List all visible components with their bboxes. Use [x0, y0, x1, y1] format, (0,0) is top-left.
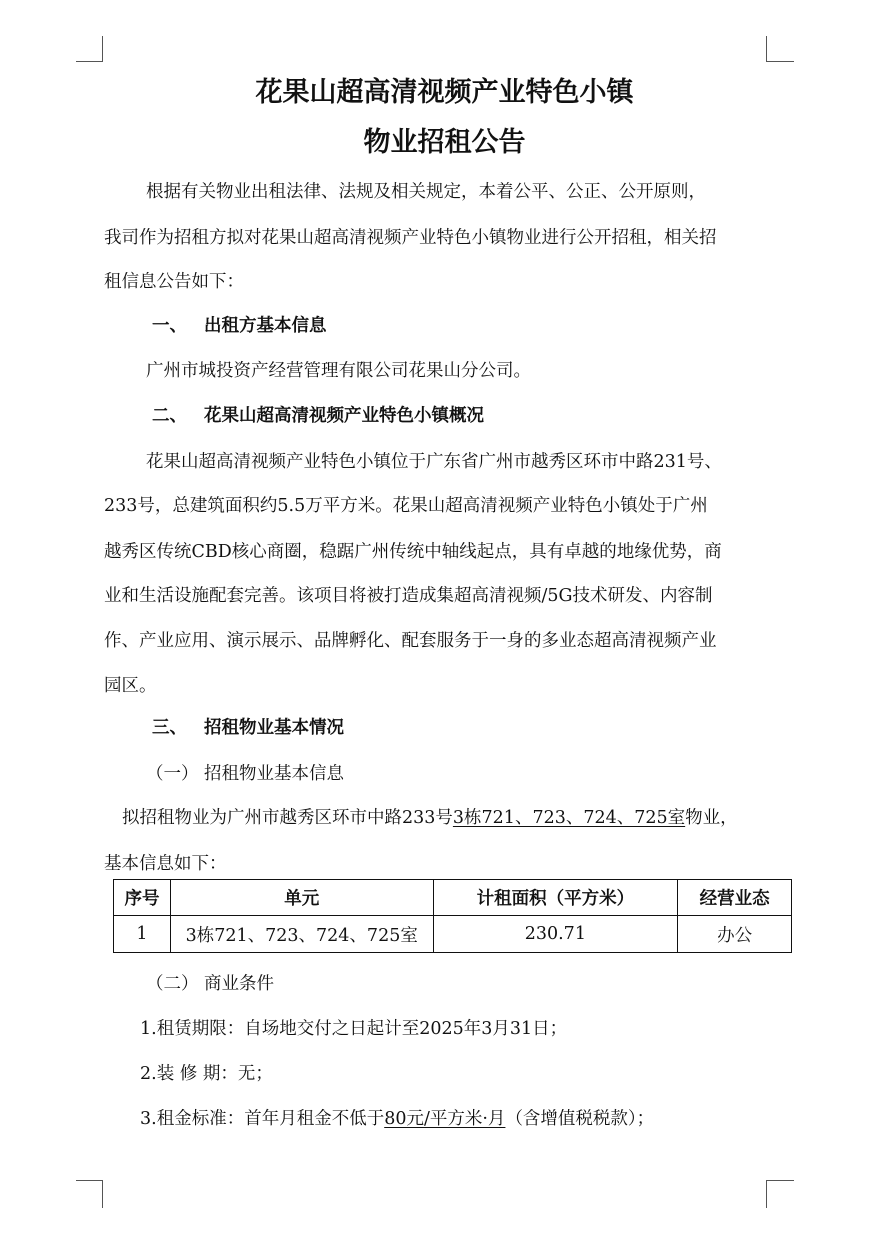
- crop-mark-top-right-h: [766, 61, 794, 62]
- table-header-unit: 单元: [170, 880, 433, 916]
- table-header-area: 计租面积（平方米）: [433, 880, 678, 916]
- section2-line-6: 园区。: [104, 676, 157, 696]
- rent-amount: 80元/平方米·月: [384, 1109, 506, 1129]
- subsection1-title: 招租物业基本信息: [204, 764, 344, 784]
- section3-number: 三、: [152, 718, 187, 738]
- property-info-table: [113, 879, 792, 953]
- section2-line-3: 越秀区传统CBD核心商圈，稳踞广州传统中轴线起点，具有卓越的地缘优势，商: [104, 542, 722, 562]
- page-title-line2: 物业招租公告: [363, 127, 526, 158]
- crop-mark-bottom-left-h: [76, 1180, 102, 1181]
- property-description: [122, 806, 738, 830]
- condition-lease-term: 1.租赁期限：自场地交付之日起计至2025年3月31日；: [140, 1019, 568, 1039]
- section3-title: 招租物业基本情况: [204, 718, 344, 738]
- table-header-index: 序号: [114, 880, 171, 916]
- section2-line-1: 花果山超高清视频产业特色小镇位于广东省广州市越秀区环市中路231号、: [146, 452, 722, 472]
- subsection1-number: （一）: [146, 764, 199, 784]
- crop-mark-top-right-v: [766, 36, 767, 62]
- property-description-line2: 基本信息如下：: [104, 854, 227, 874]
- section1-text: 广州市城投资产经营管理有限公司花果山分公司。: [146, 361, 531, 381]
- table-header-row: [114, 880, 792, 916]
- section2-line-2: 233号，总建筑面积约5.5万平方米。花果山超高清视频产业特色小镇处于广州: [104, 496, 708, 516]
- intro-line-2: 我司作为招租方拟对花果山超高清视频产业特色小镇物业进行公开招租，相关招: [104, 228, 717, 248]
- crop-mark-bottom-left-v: [102, 1180, 103, 1208]
- section2-title: 花果山超高清视频产业特色小镇概况: [204, 406, 484, 426]
- rent-prefix: 3.租金标准：首年月租金不低于: [140, 1109, 385, 1129]
- property-prefix: 拟招租物业为广州市越秀区环市中路233号: [122, 808, 453, 828]
- intro-line-1: 根据有关物业出租法律、法规及相关规定，本着公平、公正、公开原则，: [146, 182, 706, 202]
- table-cell-usage: 办公: [678, 916, 792, 953]
- property-units: 3栋721、723、724、725室: [452, 808, 686, 828]
- section2-line-5: 作、产业应用、演示展示、品牌孵化、配套服务于一身的多业态超高清视频产业: [104, 631, 717, 651]
- subsection2-number: （二）: [146, 974, 199, 994]
- condition-decoration-period: 2.装 修 期：无；: [140, 1064, 273, 1084]
- property-suffix: 物业，: [685, 808, 738, 828]
- crop-mark-bottom-right-h: [766, 1180, 794, 1181]
- crop-mark-bottom-right-v: [766, 1180, 767, 1208]
- crop-mark-top-left-h: [76, 61, 102, 62]
- rent-suffix: （含增值税税款）；: [505, 1109, 655, 1129]
- table-row: [114, 916, 792, 953]
- section1-number: 一、: [152, 316, 187, 336]
- crop-mark-top-left-v: [102, 36, 103, 62]
- section2-number: 二、: [152, 406, 187, 426]
- section1-title: 出租方基本信息: [204, 316, 327, 336]
- subsection2-title: 商业条件: [204, 974, 274, 994]
- table-cell-index: 1: [114, 916, 171, 953]
- table-cell-area: 230.71: [433, 916, 678, 953]
- section2-line-4: 业和生活设施配套完善。该项目将被打造成集超高清视频/5G技术研发、内容制: [104, 586, 713, 606]
- table-header-usage: 经营业态: [678, 880, 792, 916]
- intro-line-3: 租信息公告如下：: [104, 272, 244, 292]
- page-title-line1: 花果山超高清视频产业特色小镇: [255, 77, 634, 108]
- table-cell-unit: 3栋721、723、724、725室: [170, 916, 433, 953]
- condition-rent-standard: [140, 1107, 654, 1131]
